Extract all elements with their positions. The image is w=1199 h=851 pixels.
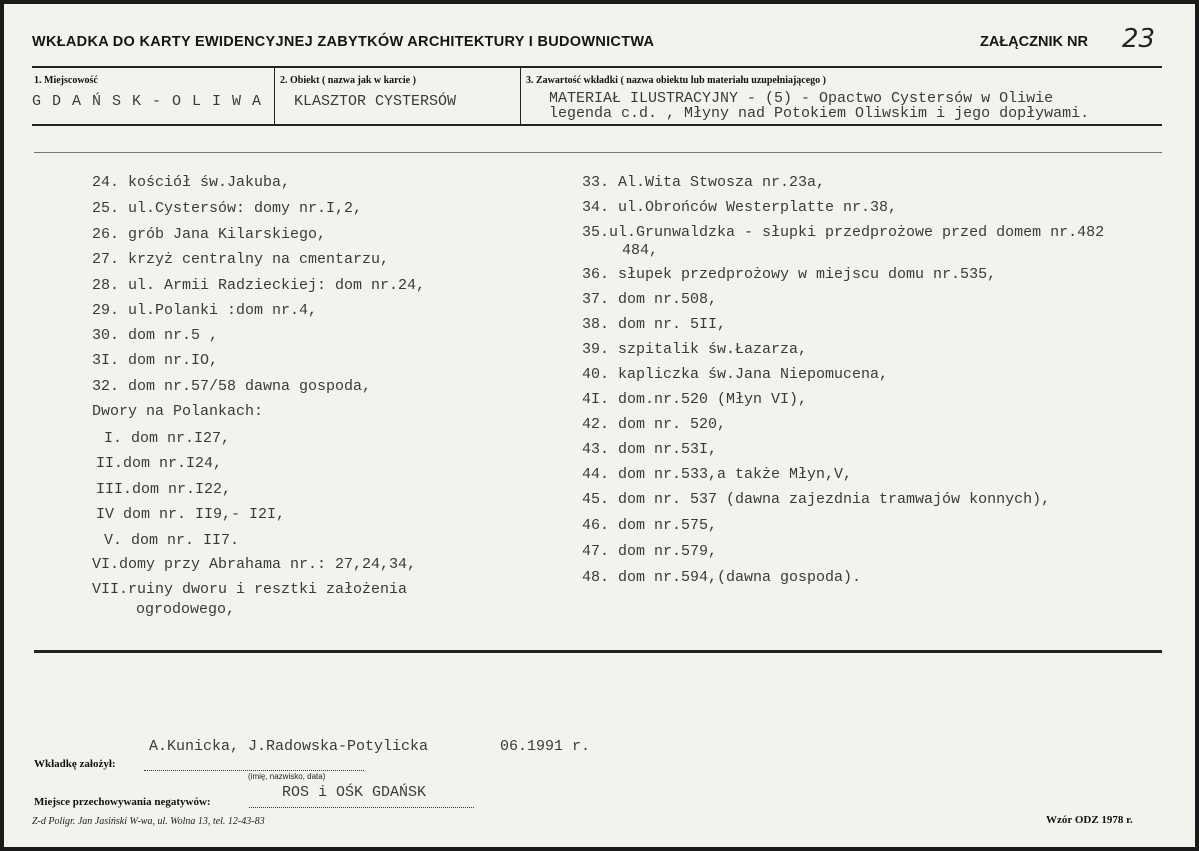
created-by-dotted-line <box>144 770 364 771</box>
list-item: 4I. dom.nr.520 (Młyn VI), <box>582 391 808 408</box>
list-item: 46. dom nr.575, <box>582 517 718 534</box>
list-item: 33. Al.Wita Stwosza nr.23a, <box>582 174 826 191</box>
list-item: 40. kapliczka św.Jana Niepomucena, <box>582 366 889 383</box>
list-item: 44. dom nr.533,a także Młyn,V, <box>582 466 853 483</box>
list-item: ogrodowego, <box>136 601 236 618</box>
list-item: 29. ul.Polanki :dom nr.4, <box>92 302 318 319</box>
content-label: 3. Zawartość wkładki ( nazwa obiektu lub materiału uzupełniającego ) <box>526 75 827 86</box>
list-item: 32. dom nr.57/58 dawna gospoda, <box>92 378 372 395</box>
list-item: 45. dom nr. 537 (dawna zajezdnia tramwajów konnych), <box>582 491 1051 508</box>
list-item: 35.ul.Grunwaldzka - słupki przedprożowe przed domem nr.482 <box>582 224 1105 241</box>
list-item: VI.domy przy Abrahama nr.: 27,24,34, <box>92 556 417 573</box>
list-item: IV dom nr. II9,- I2I, <box>96 506 286 523</box>
list-item: 3I. dom nr.IO, <box>92 352 219 369</box>
document-title: WKŁADKA DO KARTY EWIDENCYJNEJ ZABYTKÓW ARCHITEKTURY I BUDOWNICTWA <box>32 34 655 50</box>
field-divider-1 <box>274 67 275 125</box>
list-item: 37. dom nr.508, <box>582 291 718 308</box>
list-item: 30. dom nr.5 , <box>92 327 219 344</box>
list-item: I. dom nr.I27, <box>104 430 231 447</box>
object-label: 2. Obiekt ( nazwa jak w karcie ) <box>280 75 416 86</box>
created-by-label: Wkładkę założył: <box>34 758 116 770</box>
list-item: 34. ul.Obrońców Westerplatte nr.38, <box>582 199 898 216</box>
content-line-2: legenda c.d. , Młyny nad Potokiem Oliwskim i jego dopływami. <box>549 105 1090 122</box>
list-item: 38. dom nr. 5II, <box>582 316 727 333</box>
negatives-dotted-line <box>249 807 474 808</box>
field-divider-2 <box>520 67 521 125</box>
locality-value: G D A Ń S K - O L I W A <box>32 93 263 110</box>
list-item: 47. dom nr.579, <box>582 543 718 560</box>
list-item: VII.ruiny dworu i resztki założenia <box>92 581 408 598</box>
field-bottom-rule <box>32 124 1162 126</box>
list-item: 25. ul.Cystersów: domy nr.I,2, <box>92 200 363 217</box>
list-item: 26. grób Jana Kilarskiego, <box>92 226 327 243</box>
list-item: Dwory na Polankach: <box>92 403 264 420</box>
list-item: II.dom nr.I24, <box>96 455 223 472</box>
list-item: 36. słupek przedprożowy w miejscu domu nr.535, <box>582 266 997 283</box>
body-bottom-rule <box>34 650 1162 653</box>
list-item: 484, <box>622 242 659 259</box>
attachment-label: ZAŁĄCZNIK NR <box>980 34 1088 50</box>
form-version: Wzór ODZ 1978 r. <box>1046 814 1133 826</box>
object-value: KLASZTOR CYSTERSÓW <box>294 93 457 110</box>
list-item: 48. dom nr.594,(dawna gospoda). <box>582 569 862 586</box>
negatives-value: ROS i OŚK GDAŃSK <box>282 784 427 801</box>
list-item: 28. ul. Armii Radzieckiej: dom nr.24, <box>92 277 426 294</box>
negatives-label: Miejsce przechowywania negatywów: <box>34 796 211 808</box>
created-by-value: A.Kunicka, J.Radowska-Potylicka <box>149 738 429 755</box>
list-item: 27. krzyż centralny na cmentarzu, <box>92 251 390 268</box>
list-item: 39. szpitalik św.Łazarza, <box>582 341 808 358</box>
top-rule <box>32 66 1162 68</box>
list-item: V. dom nr. II7. <box>104 532 240 549</box>
created-by-hint: (imię, nazwisko, data) <box>248 772 326 781</box>
printer-note: Z-d Poligr. Jan Jasiński W-wa, ul. Wolna 13, tel. 12-43-83 <box>32 816 265 827</box>
created-date: 06.1991 r. <box>500 738 591 755</box>
body-top-rule <box>34 152 1162 153</box>
list-item: 42. dom nr. 520, <box>582 416 727 433</box>
list-item: 43. dom nr.53I, <box>582 441 718 458</box>
content-line-1: MATERIAŁ ILUSTRACYJNY - (5) - Opactwo Cystersów w Oliwie <box>549 90 1054 107</box>
attachment-number: 23 <box>1122 24 1156 54</box>
list-item: III.dom nr.I22, <box>96 481 232 498</box>
list-item: 24. kościół św.Jakuba, <box>92 174 291 191</box>
locality-label: 1. Miejscowość <box>34 75 98 86</box>
record-card <box>4 4 1195 847</box>
